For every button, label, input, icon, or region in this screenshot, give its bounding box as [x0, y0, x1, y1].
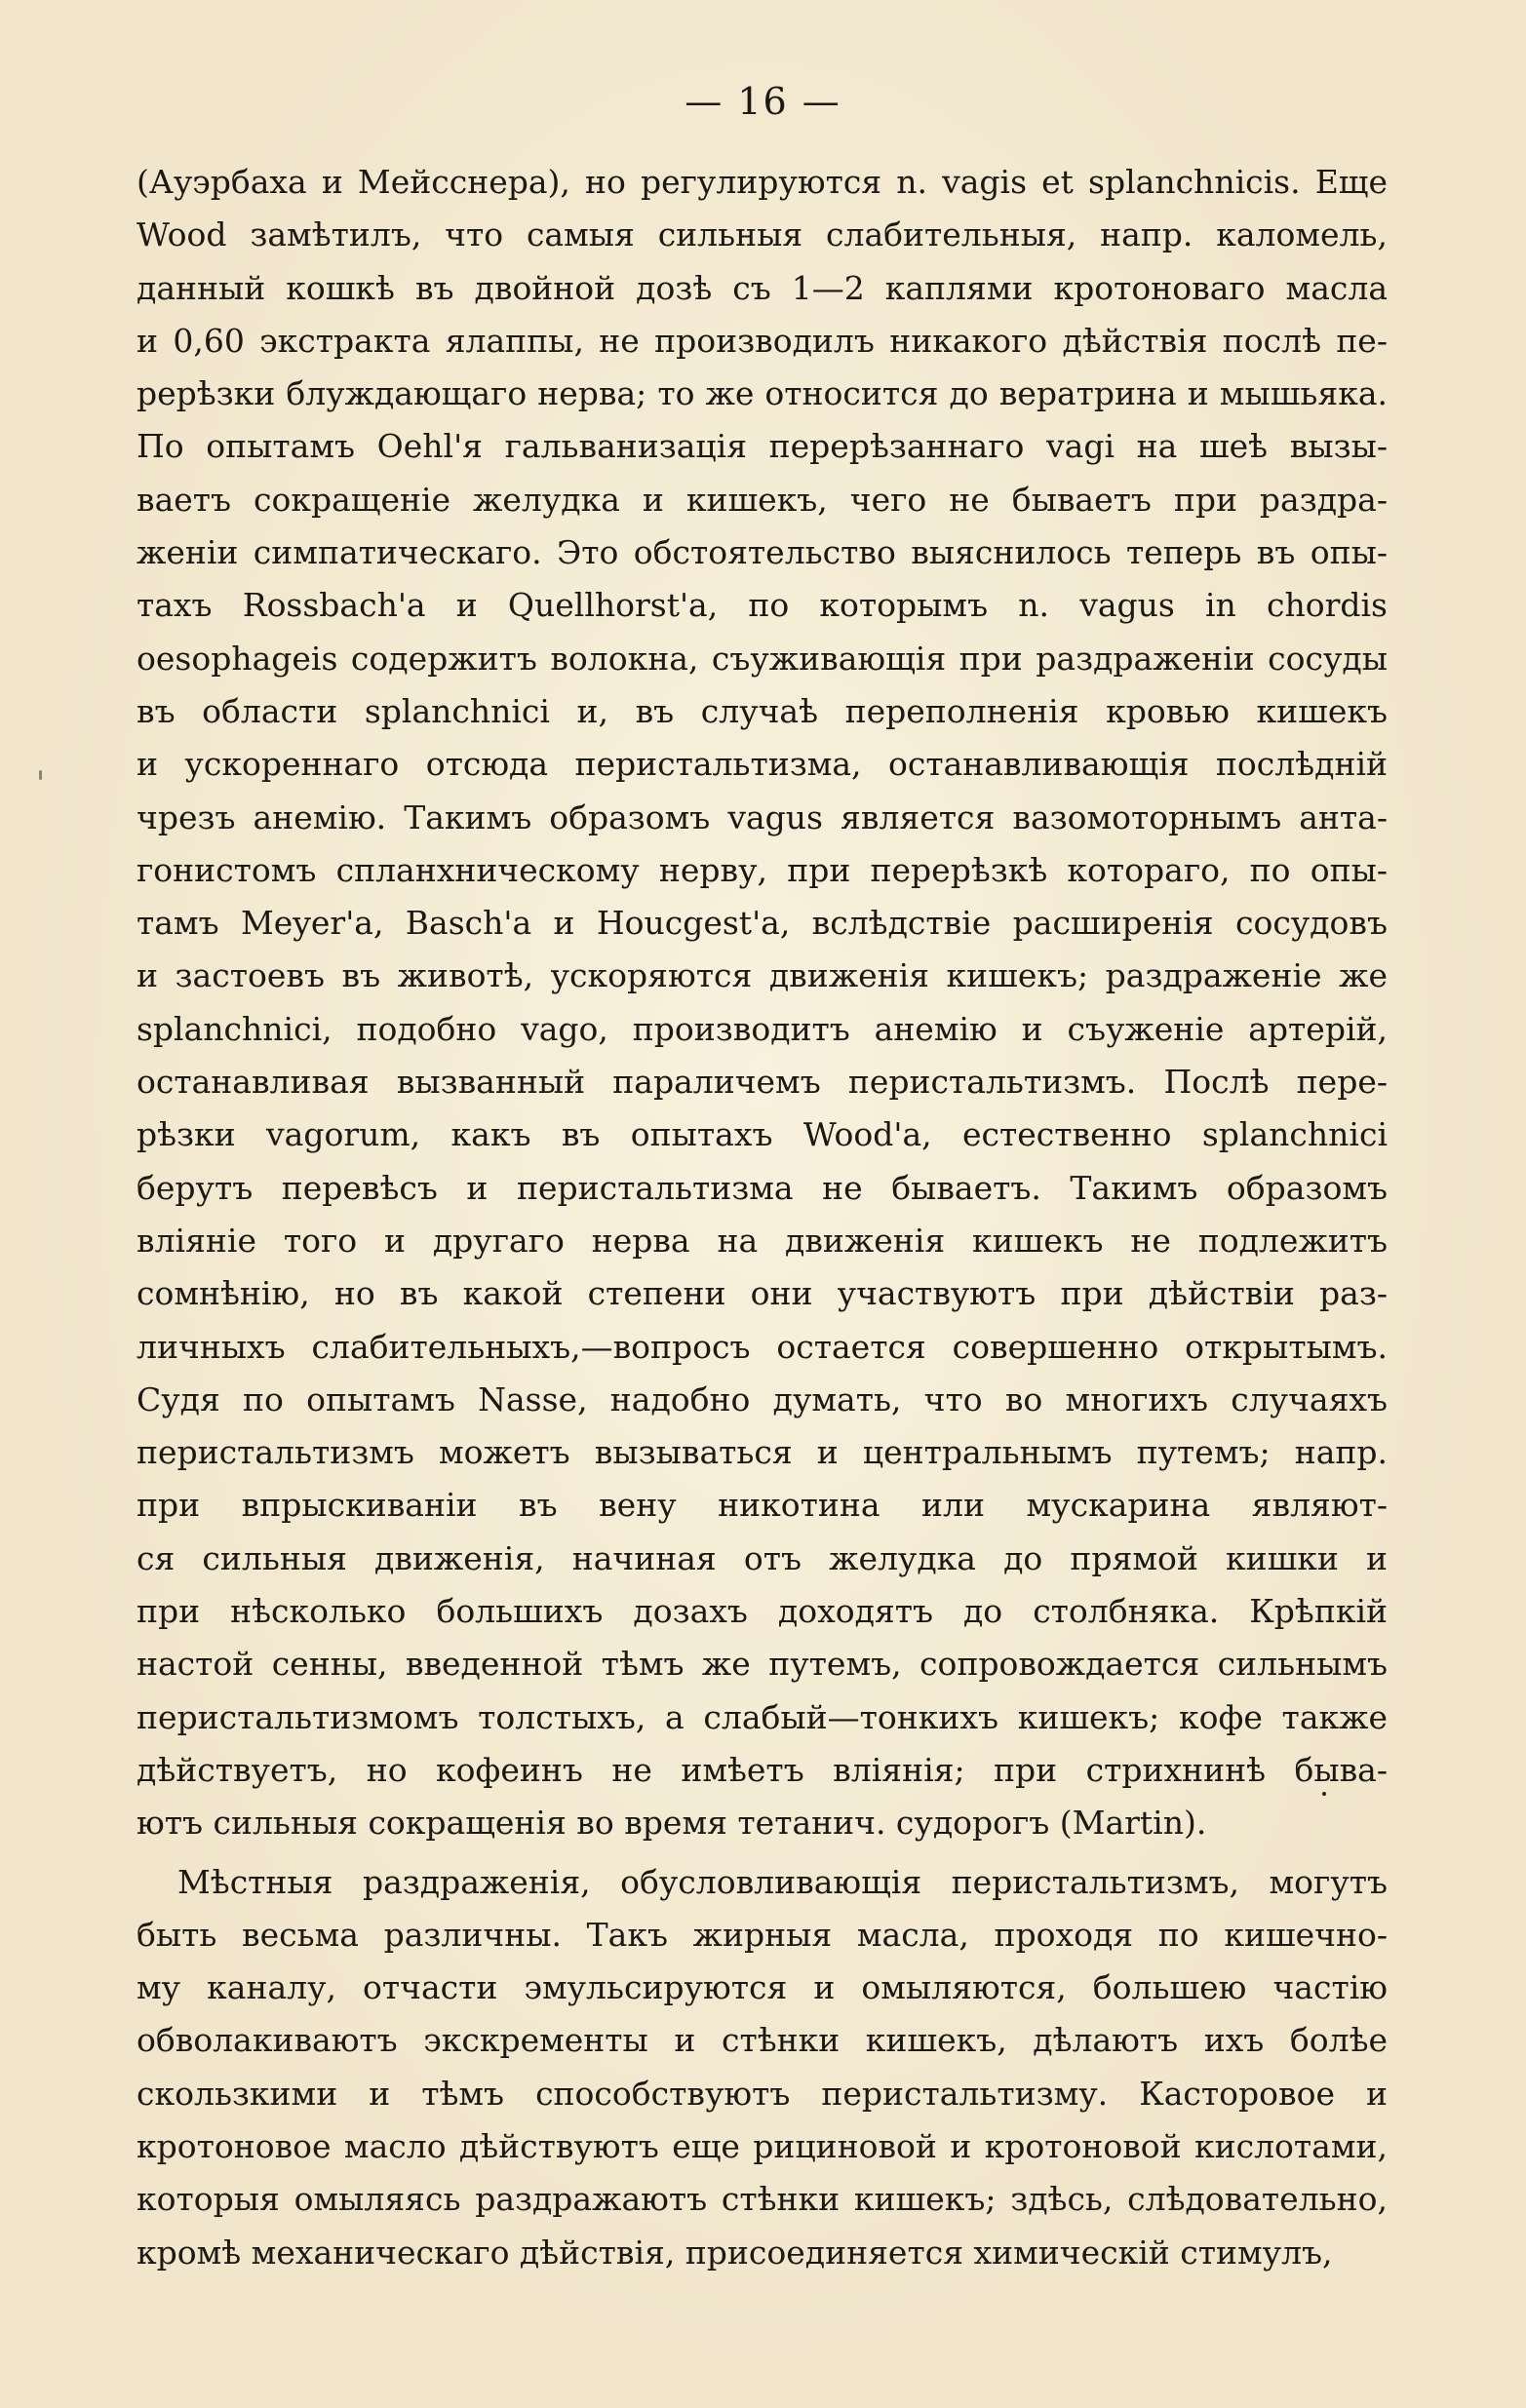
text-line: сомнѣнію, но въ какой степени они участвуютъ при дѣйствіи раз-: [137, 1274, 1388, 1313]
text-line: останавливая вызванный параличемъ перистальтизмъ. Послѣ пере-: [137, 1063, 1388, 1102]
text-line: чрезъ анемію. Такимъ образомъ vagus является вазомоторнымъ анта-: [137, 797, 1388, 836]
text-line: гонистомъ спланхническому нерву, при перерѣзкѣ котораго, по опы-: [137, 850, 1388, 889]
paragraph-2: [137, 1856, 1388, 2279]
text-line: перистальтизмомъ толстыхъ, а слабый—тонкихъ кишекъ; кофе также: [137, 1697, 1388, 1736]
text-line: личныхъ слабительныхъ,—вопросъ остается совершенно открытымъ.: [137, 1327, 1388, 1366]
text-line: которыя омыляясь раздражаютъ стѣнки кишекъ; здѣсь, слѣдовательно,: [137, 2180, 1388, 2219]
text-line: и 0,60 экстракта ялаппы, не производилъ никакого дѣйствія послѣ пе-: [137, 321, 1388, 360]
text-line: обволакиваютъ экскременты и стѣнки кишекъ, дѣлаютъ ихъ болѣе: [137, 2021, 1388, 2060]
text-line: ся сильныя движенія, начиная отъ желудка до прямой кишки и: [137, 1538, 1388, 1577]
text-line: скользкими и тѣмъ способствуютъ перистальтизму. Касторовое и: [137, 2074, 1388, 2113]
text-line: splanchnici, подобно vago, производитъ анемію и съуженіе артерій,: [137, 1009, 1388, 1048]
text-line: му каналу, отчасти эмульсируются и омыляются, большею частію: [137, 1968, 1388, 2007]
text-line: тахъ Rossbach'а и Quellhorst'а, по которымъ n. vagus in chordis: [137, 586, 1388, 625]
text-line: въ области splanchnici и, въ случаѣ переполненія кровью кишекъ: [137, 691, 1388, 730]
text-line: рѣзки vagorum, какъ въ опытахъ Wood'а, естественно splanchnici: [137, 1115, 1388, 1154]
text-line: кромѣ механическаго дѣйствія, присоединяется химическій стимулъ,: [137, 2233, 1333, 2272]
text-line: дѣйствуетъ, но кофеинъ не имѣетъ вліянія; при стрихнинѣ быва-: [137, 1750, 1388, 1789]
text-line: рерѣзки блуждающаго нерва; то же относится до вератрина и мышьяка.: [137, 374, 1388, 413]
text-line: вліяніе того и другаго нерва на движенія кишекъ не подлежитъ: [137, 1221, 1388, 1260]
body-text: [137, 156, 1388, 2279]
text-line: тамъ Meyer'а, Basch'а и Houcgest'а, вслѣдствіе расширенія сосудовъ: [137, 904, 1388, 943]
text-line: (Ауэрбаха и Мейсснера), но регулируются n. vagis et splanchnicis. Еще: [137, 163, 1388, 201]
text-line: данный кошкѣ въ двойной дозѣ съ 1—2 каплями кротоноваго масла: [137, 268, 1388, 307]
page-number: — 16 —: [685, 80, 841, 123]
text-line: ваетъ сокращеніе желудка и кишекъ, чего не бываетъ при раздра-: [137, 480, 1388, 519]
text-line: перистальтизмъ можетъ вызываться и центральнымъ путемъ; напр.: [137, 1433, 1388, 1472]
text-line: oesophageis содержитъ волокна, съуживающія при раздраженіи сосуды: [137, 639, 1388, 678]
text-line: и застоевъ въ животѣ, ускоряются движенія кишекъ; раздраженіе же: [137, 956, 1388, 995]
text-line: кротоновое масло дѣйствуютъ еще рициновой и кротоновой кислотами,: [137, 2126, 1388, 2165]
text-line: Судя по опытамъ Nasse, надобно думать, что во многихъ случаяхъ: [137, 1379, 1388, 1418]
paragraph-1: [137, 156, 1388, 1850]
print-speck: [1322, 1792, 1326, 1796]
text-line: Мѣстныя раздраженія, обусловливающія перистальтизмъ, могутъ: [177, 1862, 1388, 1901]
print-speck: [39, 770, 42, 780]
text-line: ютъ сильныя сокращенія во время тетанич. судорогъ (Martin).: [137, 1804, 1207, 1843]
text-line: быть весьма различны. Такъ жирныя масла, проходя по кишечно-: [137, 1915, 1388, 1954]
text-line: По опытамъ Oehl'я гальванизація перерѣзаннаго vagi на шеѣ вызы-: [137, 427, 1388, 466]
text-line: Wood замѣтилъ, что самыя сильныя слабительныя, напр. каломель,: [137, 215, 1388, 254]
text-line: при впрыскиваніи въ вену никотина или мускарина являют-: [137, 1486, 1388, 1525]
text-line: женіи симпатическаго. Это обстоятельство выяснилось теперь въ опы-: [137, 533, 1388, 572]
text-line: берутъ перевѣсъ и перистальтизма не бываетъ. Такимъ образомъ: [137, 1168, 1388, 1207]
text-line: и ускореннаго отсюда перистальтизма, останавливающія послѣдній: [137, 745, 1388, 784]
text-line: настой сенны, введенной тѣмъ же путемъ, сопровождается сильнымъ: [137, 1645, 1388, 1684]
text-line: при нѣсколько большихъ дозахъ доходятъ до столбняка. Крѣпкій: [137, 1592, 1388, 1631]
